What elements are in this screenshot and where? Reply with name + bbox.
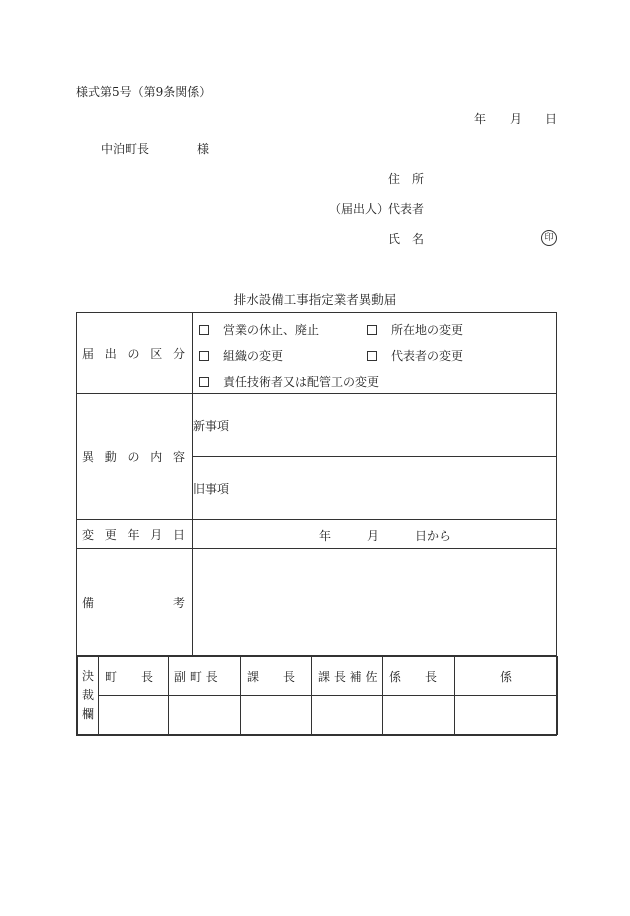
approval-label: 決 裁 欄 (78, 657, 99, 735)
change-date-label: 変 更 年 月 日 (82, 527, 185, 542)
approval-header-assistant-chief: 課 長 補 佐 (312, 657, 383, 696)
seal-mark: 印 (541, 229, 557, 246)
notifier-label: （届出人） (329, 202, 390, 216)
checkbox-icon[interactable] (367, 325, 377, 335)
option-organization-change[interactable]: 組織の変更 (199, 347, 283, 364)
representative-label: 代表者 (388, 202, 425, 216)
change-date-row (77, 520, 557, 549)
category-options-cell (193, 313, 557, 394)
approval-stamp-subsection-chief[interactable] (383, 696, 455, 735)
approval-header-staff: 係 (455, 657, 558, 696)
content-label: 異 動 の 内 容 (82, 450, 185, 464)
approval-header-section-chief: 課 長 (241, 657, 312, 696)
remarks-field[interactable] (193, 549, 557, 656)
approval-header-subsection-chief: 係 長 (383, 657, 455, 696)
date-month-label: 月 (510, 112, 523, 126)
date-day-label: 日 (545, 112, 558, 126)
form-number: 様式第5号（第9条関係） (76, 85, 212, 99)
approval-stamp-mayor[interactable] (99, 696, 169, 735)
approval-stamp-deputy-mayor[interactable] (169, 696, 241, 735)
change-date-year: 年 (319, 529, 332, 543)
addressee-name: 中泊町長 (101, 142, 150, 156)
approval-stamp-section-chief[interactable] (241, 696, 312, 735)
checkbox-icon[interactable] (199, 351, 209, 361)
notification-form-table (76, 312, 557, 736)
checkbox-icon[interactable] (199, 377, 209, 387)
change-date-label-cell (77, 520, 193, 549)
option-suspension[interactable]: 営業の休止、廃止 (199, 321, 319, 338)
approval-stamp-staff[interactable] (455, 696, 558, 735)
content-label-cell (77, 394, 193, 520)
checkbox-icon[interactable] (199, 325, 209, 335)
option-representative-change[interactable]: 代表者の変更 (367, 347, 463, 364)
remarks-row (77, 549, 557, 656)
approval-header-mayor: 町 長 (99, 657, 169, 696)
address-label: 住 所 (388, 172, 425, 186)
remarks-label: 備 考 (82, 595, 185, 610)
change-date-month: 月 (367, 529, 380, 543)
category-label: 届 出 の 区 分 (82, 346, 185, 361)
checkbox-icon[interactable] (367, 351, 377, 361)
form-title: 排水設備工事指定業者異動届 (233, 292, 397, 307)
category-label-cell (77, 313, 193, 394)
old-matters-field[interactable]: 旧事項 (193, 457, 557, 520)
remarks-label-cell (77, 549, 193, 656)
name-label: 氏 名 (388, 232, 425, 246)
addressee-honorific: 様 (197, 142, 210, 156)
content-new-row (77, 394, 557, 457)
approval-table (77, 656, 558, 735)
change-date-field[interactable] (193, 520, 557, 549)
approval-row (77, 656, 557, 736)
option-address-change[interactable]: 所在地の変更 (367, 321, 463, 338)
category-row (77, 313, 557, 394)
date-year-label: 年 (474, 112, 487, 126)
approval-stamp-assistant-chief[interactable] (312, 696, 383, 735)
new-matters-field[interactable]: 新事項 (193, 394, 557, 457)
change-date-from: 日から (415, 529, 452, 543)
approval-cell (77, 656, 557, 736)
approval-header-deputy-mayor: 副 町 長 (169, 657, 241, 696)
option-technician-change[interactable]: 責任技術者又は配管工の変更 (199, 373, 379, 390)
